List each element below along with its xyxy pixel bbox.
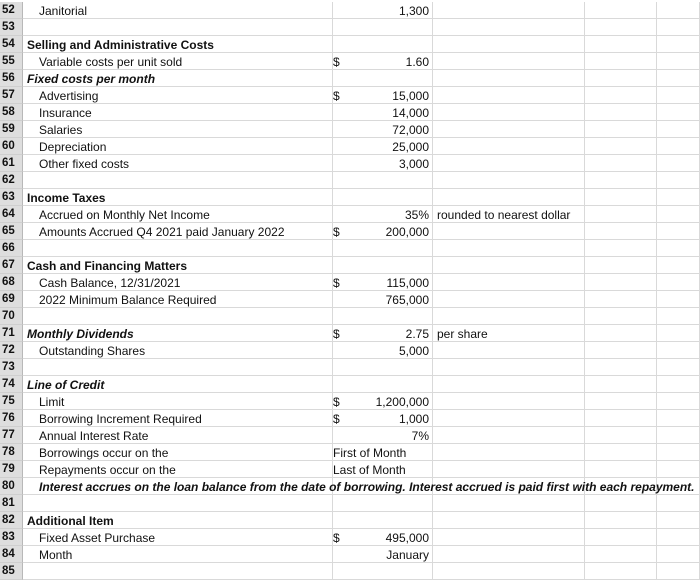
row-number[interactable]: 76	[0, 410, 23, 427]
grid-cell[interactable]	[657, 257, 700, 274]
grid-cell[interactable]	[585, 393, 657, 410]
sheet-row	[0, 257, 700, 274]
sheet-row	[0, 70, 700, 87]
cell-value: 14,000	[392, 105, 429, 120]
sheet-row	[0, 529, 700, 546]
grid-cell[interactable]	[657, 2, 700, 19]
grid-cell[interactable]	[333, 172, 433, 189]
grid-cell[interactable]	[657, 240, 700, 257]
row-number[interactable]: 66	[0, 240, 23, 257]
row-number[interactable]: 71	[0, 325, 23, 342]
row-label: Other fixed costs	[39, 156, 130, 171]
grid-cell[interactable]	[433, 546, 585, 563]
grid-cell[interactable]	[433, 427, 585, 444]
grid-cell[interactable]	[433, 155, 585, 172]
dollar-sign: $	[333, 530, 340, 545]
grid-cell[interactable]	[23, 240, 333, 257]
dollar-sign: $	[333, 54, 340, 69]
grid-cell[interactable]	[433, 172, 585, 189]
section-header: Line of Credit	[27, 377, 105, 392]
dollar-sign: $	[333, 88, 340, 103]
dollar-sign: $	[333, 394, 340, 409]
row-label: 2022 Minimum Balance Required	[39, 292, 217, 307]
grid-cell[interactable]	[657, 563, 700, 580]
grid-cell[interactable]	[433, 291, 585, 308]
grid-cell[interactable]	[433, 461, 585, 478]
cell-value: 7%	[411, 428, 429, 443]
grid-cell[interactable]	[657, 121, 700, 138]
grid-cell[interactable]	[23, 19, 333, 36]
grid-cell[interactable]	[657, 274, 700, 291]
section-header: Cash and Financing Matters	[27, 258, 188, 273]
grid-cell[interactable]	[433, 138, 585, 155]
sheet-row	[0, 104, 700, 121]
cell-note: per share	[437, 326, 488, 341]
grid-cell[interactable]	[585, 19, 657, 36]
grid-cell[interactable]	[23, 563, 333, 580]
grid-cell[interactable]	[657, 325, 700, 342]
row-label: Month	[39, 547, 73, 562]
grid-cell[interactable]	[585, 529, 657, 546]
grid-cell[interactable]	[433, 410, 585, 427]
grid-cell[interactable]	[23, 359, 333, 376]
grid-cell[interactable]	[657, 87, 700, 104]
row-number[interactable]: 68	[0, 274, 23, 291]
row-number[interactable]: 65	[0, 223, 23, 240]
grid-cell[interactable]	[657, 444, 700, 461]
grid-cell[interactable]	[657, 53, 700, 70]
row-number[interactable]: 57	[0, 87, 23, 104]
row-number[interactable]: 64	[0, 206, 23, 223]
grid-cell[interactable]	[657, 36, 700, 53]
row-number[interactable]: 84	[0, 546, 23, 563]
grid-cell[interactable]	[433, 257, 585, 274]
grid-cell[interactable]	[333, 495, 433, 512]
sheet-row	[0, 36, 700, 53]
sheet-row	[0, 427, 700, 444]
grid-cell[interactable]	[585, 546, 657, 563]
grid-cell[interactable]	[433, 70, 585, 87]
sheet-row	[0, 206, 700, 223]
row-label: Borrowing Increment Required	[39, 411, 202, 426]
sheet-row	[0, 138, 700, 155]
footnote-text: Interest accrues on the loan balance from the date of borrowing. Interest accrued is paid first with each repayment.	[39, 479, 695, 494]
grid-cell[interactable]	[585, 257, 657, 274]
section-header: Additional Item	[27, 513, 114, 528]
row-number[interactable]: 52	[0, 2, 23, 19]
grid-cell[interactable]	[657, 376, 700, 393]
section-header: Selling and Administrative Costs	[27, 37, 214, 52]
row-number[interactable]: 61	[0, 155, 23, 172]
grid-cell[interactable]	[433, 36, 585, 53]
grid-cell[interactable]	[433, 512, 585, 529]
row-label: Janitorial	[39, 3, 88, 18]
grid-cell[interactable]	[333, 376, 433, 393]
grid-cell[interactable]	[333, 70, 433, 87]
sheet-row	[0, 274, 700, 291]
grid-cell[interactable]	[333, 36, 433, 53]
row-label: Limit	[39, 394, 65, 409]
grid-cell[interactable]	[657, 104, 700, 121]
grid-cell[interactable]	[585, 563, 657, 580]
grid-cell[interactable]	[585, 223, 657, 240]
grid-cell[interactable]	[657, 529, 700, 546]
grid-cell[interactable]	[657, 342, 700, 359]
row-number[interactable]: 67	[0, 257, 23, 274]
sheet-row	[0, 376, 700, 393]
sheet-row	[0, 172, 700, 189]
grid-cell[interactable]	[433, 376, 585, 393]
row-number[interactable]: 72	[0, 342, 23, 359]
row-number[interactable]: 55	[0, 53, 23, 70]
cell-value: 1.60	[405, 54, 429, 69]
sheet-row	[0, 461, 700, 478]
row-label: Depreciation	[39, 139, 107, 154]
row-label: Advertising	[39, 88, 99, 103]
section-header: Income Taxes	[27, 190, 106, 205]
grid-cell[interactable]	[657, 189, 700, 206]
row-number[interactable]: 60	[0, 138, 23, 155]
grid-cell[interactable]	[433, 563, 585, 580]
grid-cell[interactable]	[585, 240, 657, 257]
cell-value: 1,200,000	[375, 394, 429, 409]
cell-value: 495,000	[385, 530, 429, 545]
grid-cell[interactable]	[585, 308, 657, 325]
grid-cell[interactable]	[433, 359, 585, 376]
sheet-row	[0, 410, 700, 427]
row-number[interactable]: 77	[0, 427, 23, 444]
grid-cell[interactable]	[657, 308, 700, 325]
grid-cell[interactable]	[585, 325, 657, 342]
grid-cell[interactable]	[657, 291, 700, 308]
row-label: Annual Interest Rate	[39, 428, 149, 443]
grid-cell[interactable]	[23, 495, 333, 512]
row-number[interactable]: 58	[0, 104, 23, 121]
sheet-row	[0, 393, 700, 410]
row-label: Cash Balance, 12/31/2021	[39, 275, 181, 290]
grid-cell[interactable]	[585, 2, 657, 19]
cell-value: 1,000	[398, 411, 429, 426]
row-number[interactable]: 83	[0, 529, 23, 546]
section-header: Monthly Dividends	[27, 326, 134, 341]
cell-value: 2.75	[405, 326, 429, 341]
grid-cell[interactable]	[333, 308, 433, 325]
grid-cell[interactable]	[433, 308, 585, 325]
grid-cell[interactable]	[433, 529, 585, 546]
row-number[interactable]: 56	[0, 70, 23, 87]
grid-cell[interactable]	[657, 410, 700, 427]
row-number[interactable]: 69	[0, 291, 23, 308]
grid-cell[interactable]	[585, 121, 657, 138]
grid-cell[interactable]	[657, 155, 700, 172]
grid-cell[interactable]	[585, 274, 657, 291]
row-label: Insurance	[39, 105, 92, 120]
cell-value: 15,000	[392, 88, 429, 103]
grid-cell[interactable]	[585, 189, 657, 206]
sheet-row	[0, 240, 700, 257]
grid-cell[interactable]	[585, 53, 657, 70]
grid-cell[interactable]	[657, 512, 700, 529]
sheet-row	[0, 291, 700, 308]
sheet-row	[0, 2, 700, 19]
cell-value: 765,000	[385, 292, 429, 307]
grid-cell[interactable]	[585, 461, 657, 478]
row-label: Repayments occur on the	[39, 462, 176, 477]
grid-cell[interactable]	[433, 121, 585, 138]
sheet-row	[0, 189, 700, 206]
grid-cell[interactable]	[657, 393, 700, 410]
dollar-sign: $	[333, 326, 340, 341]
grid-cell[interactable]	[657, 546, 700, 563]
grid-cell[interactable]	[433, 393, 585, 410]
row-label: Salaries	[39, 122, 83, 137]
sheet-row	[0, 223, 700, 240]
sheet-row	[0, 359, 700, 376]
row-number[interactable]: 75	[0, 393, 23, 410]
row-number[interactable]: 53	[0, 19, 23, 36]
grid-cell[interactable]	[433, 87, 585, 104]
grid-cell[interactable]	[657, 223, 700, 240]
grid-cell[interactable]	[585, 512, 657, 529]
row-label: Outstanding Shares	[39, 343, 146, 358]
grid-cell[interactable]	[585, 206, 657, 223]
sheet-row	[0, 495, 700, 512]
row-number[interactable]: 74	[0, 376, 23, 393]
grid-cell[interactable]	[585, 70, 657, 87]
row-label: Borrowings occur on the	[39, 445, 169, 460]
grid-cell[interactable]	[657, 359, 700, 376]
grid-cell[interactable]	[585, 359, 657, 376]
sheet-row	[0, 444, 700, 461]
grid-cell[interactable]	[585, 291, 657, 308]
dollar-sign: $	[333, 411, 340, 426]
sheet-row	[0, 478, 700, 495]
sheet-row	[0, 121, 700, 138]
grid-cell[interactable]	[433, 444, 585, 461]
cell-value: 5,000	[398, 343, 429, 358]
section-header: Fixed costs per month	[27, 71, 156, 86]
grid-cell[interactable]	[585, 36, 657, 53]
grid-cell[interactable]	[585, 410, 657, 427]
grid-cell[interactable]	[657, 427, 700, 444]
row-number[interactable]: 59	[0, 121, 23, 138]
sheet-row	[0, 87, 700, 104]
grid-cell[interactable]	[333, 257, 433, 274]
dollar-sign: $	[333, 275, 340, 290]
grid-cell[interactable]	[657, 206, 700, 223]
grid-cell[interactable]	[433, 2, 585, 19]
sheet-row	[0, 546, 700, 563]
cell-value: 1,300	[398, 3, 429, 18]
grid-cell[interactable]	[585, 495, 657, 512]
row-number[interactable]: 54	[0, 36, 23, 53]
grid-cell[interactable]	[585, 172, 657, 189]
cell-value: 200,000	[385, 224, 429, 239]
grid-cell[interactable]	[657, 495, 700, 512]
cell-note: rounded to nearest dollar	[437, 207, 571, 222]
grid-cell[interactable]	[657, 172, 700, 189]
grid-cell[interactable]	[585, 342, 657, 359]
grid-cell[interactable]	[433, 240, 585, 257]
grid-cell[interactable]	[23, 393, 333, 410]
row-label: Variable costs per unit sold	[39, 54, 183, 69]
row-number[interactable]: 62	[0, 172, 23, 189]
row-label: Amounts Accrued Q4 2021 paid January 2022	[39, 224, 285, 239]
grid-cell[interactable]	[23, 308, 333, 325]
row-number[interactable]: 78	[0, 444, 23, 461]
grid-cell[interactable]	[333, 512, 433, 529]
cell-value: First of Month	[333, 445, 407, 460]
row-number[interactable]: 63	[0, 189, 23, 206]
cell-value: 25,000	[392, 139, 429, 154]
grid-cell[interactable]	[657, 138, 700, 155]
grid-cell[interactable]	[657, 461, 700, 478]
grid-cell[interactable]	[333, 19, 433, 36]
grid-cell[interactable]	[585, 138, 657, 155]
grid-cell[interactable]	[657, 70, 700, 87]
sheet-row	[0, 325, 700, 342]
grid-cell[interactable]	[585, 155, 657, 172]
grid-cell[interactable]	[585, 444, 657, 461]
sheet-row	[0, 308, 700, 325]
grid-cell[interactable]	[585, 427, 657, 444]
row-number[interactable]: 81	[0, 495, 23, 512]
sheet-row	[0, 512, 700, 529]
grid-cell[interactable]	[333, 359, 433, 376]
grid-cell[interactable]	[23, 172, 333, 189]
grid-cell[interactable]	[585, 87, 657, 104]
grid-cell[interactable]	[433, 495, 585, 512]
grid-cell[interactable]	[433, 19, 585, 36]
grid-cell[interactable]	[657, 19, 700, 36]
cell-value: Last of Month	[333, 462, 406, 477]
grid-cell[interactable]	[433, 223, 585, 240]
cell-value: 35%	[404, 207, 429, 222]
row-number[interactable]: 73	[0, 359, 23, 376]
grid-cell[interactable]	[433, 274, 585, 291]
row-number[interactable]: 85	[0, 563, 23, 580]
grid-cell[interactable]	[333, 189, 433, 206]
row-number[interactable]: 79	[0, 461, 23, 478]
grid-cell[interactable]	[585, 104, 657, 121]
sheet-row	[0, 342, 700, 359]
row-label: Accrued on Monthly Net Income	[39, 207, 210, 222]
grid-cell[interactable]	[333, 563, 433, 580]
cell-value: January	[386, 547, 429, 562]
sheet-row	[0, 19, 700, 36]
row-number[interactable]: 80	[0, 478, 23, 495]
sheet-row	[0, 53, 700, 70]
dollar-sign: $	[333, 224, 340, 239]
sheet-row	[0, 563, 700, 580]
grid-cell[interactable]	[433, 189, 585, 206]
grid-cell[interactable]	[433, 342, 585, 359]
row-number[interactable]: 70	[0, 308, 23, 325]
cell-value: 3,000	[398, 156, 429, 171]
grid-cell[interactable]	[585, 376, 657, 393]
grid-cell[interactable]	[433, 53, 585, 70]
sheet-row	[0, 155, 700, 172]
grid-cell[interactable]	[333, 240, 433, 257]
row-number[interactable]: 82	[0, 512, 23, 529]
row-label: Fixed Asset Purchase	[39, 530, 156, 545]
cell-value: 115,000	[386, 275, 429, 290]
cell-value: 72,000	[392, 122, 429, 137]
grid-cell[interactable]	[433, 104, 585, 121]
